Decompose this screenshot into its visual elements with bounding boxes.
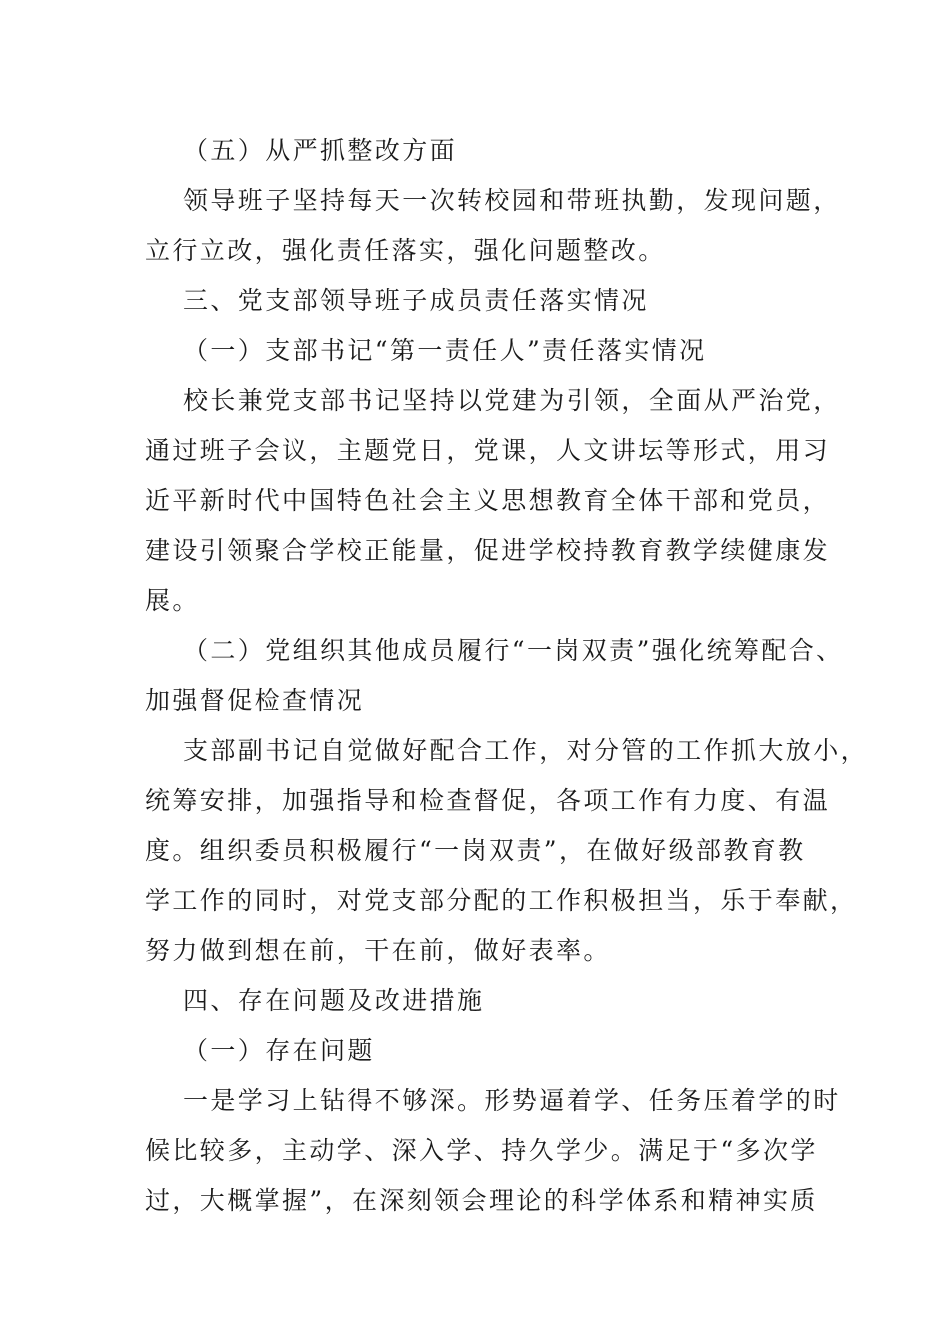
paragraph-line: 支部副书记自觉做好配合工作，对分管的工作抓大放小， [183, 736, 869, 765]
paragraph-line: 努力做到想在前，干在前，做好表率。 [145, 936, 611, 965]
subsection-heading: （一）存在问题 [183, 1036, 375, 1065]
subsection-heading: （二）党组织其他成员履行“一岗双责”强化统筹配合、 [183, 636, 844, 665]
subsection-heading-continued: 加强督促检查情况 [145, 686, 365, 715]
paragraph-line: 候比较多，主动学、深入学、持久学少。满足于“多次学 [145, 1136, 818, 1165]
section-heading: 四、存在问题及改进措施 [183, 986, 485, 1015]
paragraph-line: 通过班子会议，主题党日，党课，人文讲坛等形式，用习 [145, 436, 831, 465]
paragraph-line: 近平新时代中国特色社会主义思想教育全体干部和党员， [145, 486, 831, 515]
paragraph-line: 度。组织委员积极履行“一岗双责”，在做好级部教育教 [145, 836, 806, 865]
paragraph-line: 校长兼党支部书记坚持以党建为引领，全面从严治党， [183, 386, 841, 415]
paragraph-line: 统筹安排，加强指导和检查督促，各项工作有力度、有温 [145, 786, 831, 815]
paragraph-line: 一是学习上钻得不够深。形势逼着学、任务压着学的时 [183, 1086, 841, 1115]
paragraph-line: 立行立改，强化责任落实，强化问题整改。 [145, 236, 666, 265]
paragraph-line: 展。 [145, 586, 200, 615]
section-heading: 三、党支部领导班子成员责任落实情况 [183, 286, 649, 315]
subsection-heading: （一）支部书记“第一责任人”责任落实情况 [183, 336, 707, 365]
section-heading: （五）从严抓整改方面 [183, 136, 458, 165]
paragraph-line: 过，大概掌握”，在深刻领会理论的科学体系和精神实质 [145, 1186, 818, 1215]
paragraph-line: 建设引领聚合学校正能量，促进学校持教育教学续健康发 [145, 536, 831, 565]
paragraph-line: 领导班子坚持每天一次转校园和带班执勤，发现问题， [183, 186, 841, 215]
paragraph-line: 学工作的同时，对党支部分配的工作积极担当，乐于奉献， [145, 886, 858, 915]
